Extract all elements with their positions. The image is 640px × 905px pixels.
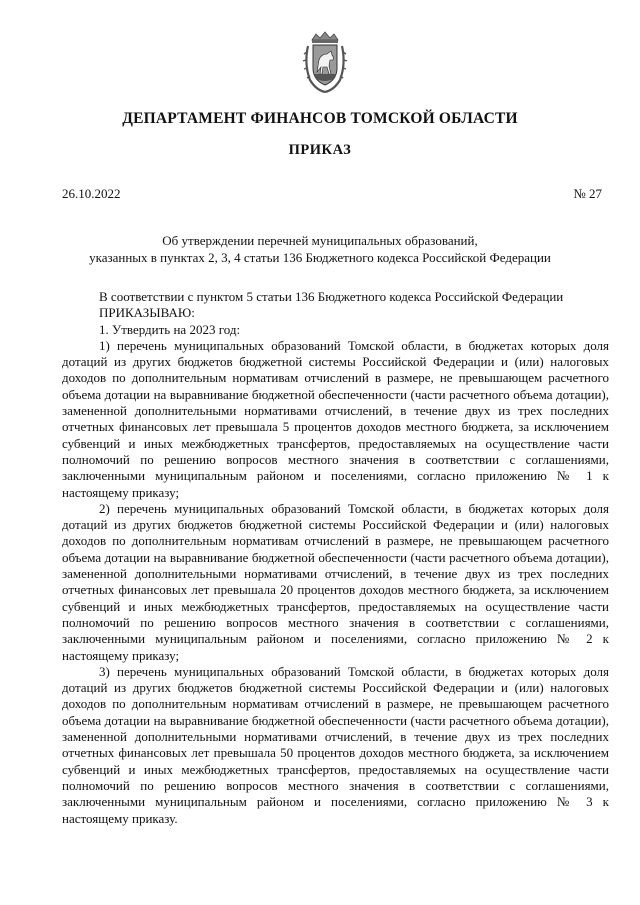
list-item-1: 1) перечень муниципальных образований Томской области, в бюджетах которых доля дотаций из других бюджетов бюджетной системы Российской Федерации и (или) налоговых доходов по дополнительным нормативам отчислений в размере, не превышающем расчетного объема дотации на выравнивание бюджетной обеспеченности (части расчетного объема дотации), замененной дополнительными нормативами отчислений, в течение двух из трех последних отчетных финансовых лет превышала 5 процентов доходов местного бюджета, за исключением субвенций и иных межбюджетных трансфертов, предоставляемых на осуществление части полномочий по решению вопросов местного значения в соответствии с соглашениями, заключенными муниципальным районом и поселениями, согласно приложению № 1 к настоящему приказу; [62,337,609,500]
command-word: ПРИКАЗЫВАЮ: [99,305,195,321]
subject-line-2: указанных в пунктах 2, 3, 4 статьи 136 Бюджетного кодекса Российской Федерации [89,250,551,265]
item-1-heading: 1. Утвердить на 2023 год: [99,321,241,337]
order-date: 26.10.2022 [62,186,121,201]
coat-of-arms-icon [302,30,348,94]
list-item-3: 3) перечень муниципальных образований Томской области, в бюджетах которых доля дотаций из других бюджетов бюджетной системы Российской Федерации и (или) налоговых доходов по дополнительным нормативам отчислений в размере, не превышающем расчетного объема дотации на выравнивание бюджетной обеспеченности (части расчетного объема дотации), замененной дополнительными нормативами отчислений, в течение двух из трех последних отчетных финансовых лет превышала 50 процентов доходов местного бюджета, за исключением субвенций и иных межбюджетных трансфертов, предоставляемых на осуществление части полномочий по решению вопросов местного значения в соответствии с соглашениями, заключенными муниципальным районом и поселениями, согласно приложению № 3 к настоящему приказу. [62,663,609,826]
order-number: № 27 [573,186,602,201]
department-title: ДЕПАРТАМЕНТ ФИНАНСОВ ТОМСКОЙ ОБЛАСТИ [122,110,518,127]
document-type-title: ПРИКАЗ [288,142,352,158]
order-subject [40,232,600,266]
list-item-2: 2) перечень муниципальных образований Томской области, в бюджетах которых доля дотаций из других бюджетов бюджетной системы Российской Федерации и (или) налоговых доходов по дополнительным нормативам отчислений в размере, не превышающем расчетного объема дотации на выравнивание бюджетной обеспеченности (части расчетного объема дотации), замененной дополнительными нормативами отчислений, в течение двух из трех последних отчетных финансовых лет превышала 20 процентов доходов местного бюджета, за исключением субвенций и иных межбюджетных трансфертов, предоставляемых на осуществление части полномочий по решению вопросов местного значения в соответствии с соглашениями, заключенными муниципальным районом и поселениями, согласно приложению № 2 к настоящему приказу; [62,500,609,663]
order-body [62,289,609,827]
subject-line-1: Об утверждении перечней муниципальных образований, [162,233,478,248]
preamble: В соответствии с пунктом 5 статьи 136 Бюджетного кодекса Российской Федерации [99,289,564,304]
